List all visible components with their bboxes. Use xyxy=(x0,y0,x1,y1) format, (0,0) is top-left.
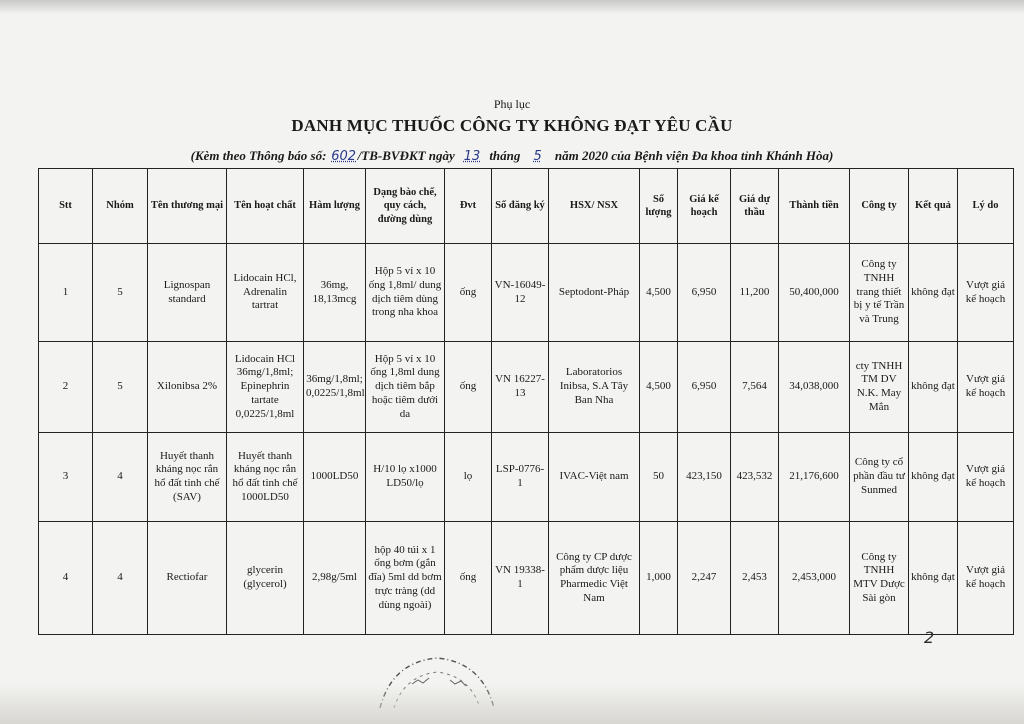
table-cell: 2,453 xyxy=(731,522,779,635)
table-cell: Rectiofar xyxy=(148,522,227,635)
table-cell: ống xyxy=(445,244,492,342)
table-cell: 2,453,000 xyxy=(779,522,850,635)
table-cell: 423,532 xyxy=(731,433,779,522)
column-header: Tên hoạt chất xyxy=(227,169,304,244)
table-cell: 2,98g/5ml xyxy=(304,522,366,635)
document-title: DANH MỤC THUỐC CÔNG TY KHÔNG ĐẠT YÊU CẦU xyxy=(291,116,733,135)
table-cell: ống xyxy=(445,522,492,635)
subtitle-prefix: (Kèm theo Thông báo số: xyxy=(190,148,327,163)
table-header-row xyxy=(39,169,1014,244)
table-cell: 423,150 xyxy=(678,433,731,522)
table-cell: 4 xyxy=(39,522,93,635)
column-header: Tên thương mại xyxy=(148,169,227,244)
table-cell: Vượt giá kế hoạch xyxy=(958,433,1014,522)
table-cell: 11,200 xyxy=(731,244,779,342)
column-header: Hàm lượng xyxy=(304,169,366,244)
table-cell: glycerin (glycerol) xyxy=(227,522,304,635)
table-cell: Vượt giá kế hoạch xyxy=(958,342,1014,433)
subtitle-mid2: tháng xyxy=(489,148,521,163)
notice-day: 13 xyxy=(463,149,481,164)
table-cell: 21,176,600 xyxy=(779,433,850,522)
column-header: Số lượng xyxy=(640,169,678,244)
column-header: Nhóm xyxy=(93,169,148,244)
table-cell: 2 xyxy=(39,342,93,433)
column-header: Giá dự thầu xyxy=(731,169,779,244)
table-cell: Huyết thanh kháng nọc rắn hổ đất tinh chế 1000LD50 xyxy=(227,433,304,522)
table-cell: Vượt giá kế hoạch xyxy=(958,522,1014,635)
table-cell: H/10 lọ x1000 LD50/lọ xyxy=(366,433,445,522)
table-cell: 50,400,000 xyxy=(779,244,850,342)
document-subtitle xyxy=(0,148,1024,164)
table-cell: Công ty TNHH trang thiết bị y tế Trần và Trung xyxy=(850,244,909,342)
table-cell: ống xyxy=(445,342,492,433)
table-cell: lọ xyxy=(445,433,492,522)
page-mark: 2 xyxy=(924,628,935,647)
table-cell: 50 xyxy=(640,433,678,522)
table-cell: 4,500 xyxy=(640,342,678,433)
table-cell: 7,564 xyxy=(731,342,779,433)
table-cell: Lidocain HCl, Adrenalin tartrat xyxy=(227,244,304,342)
table-cell: không đạt xyxy=(909,522,958,635)
table-cell: không đạt xyxy=(909,433,958,522)
subtitle-mid1: /TB-BVĐKT ngày xyxy=(357,148,455,163)
table-cell: VN 19338-1 xyxy=(492,522,549,635)
table-cell: 3 xyxy=(39,433,93,522)
table-row xyxy=(39,244,1014,342)
subtitle-suffix: năm 2020 của Bệnh viện Đa khoa tỉnh Khánh Hòa) xyxy=(554,148,834,163)
drug-table xyxy=(38,168,1014,635)
table-cell: 6,950 xyxy=(678,342,731,433)
table-cell: Xilonibsa 2% xyxy=(148,342,227,433)
column-header: Thành tiền xyxy=(779,169,850,244)
column-header: Giá kế hoạch xyxy=(678,169,731,244)
table-cell: Công ty cổ phần đầu tư Sunmed xyxy=(850,433,909,522)
column-header: HSX/ NSX xyxy=(549,169,640,244)
table-cell: không đạt xyxy=(909,342,958,433)
table-cell: Công ty CP dược phẩm dược liệu Pharmedic Việt Nam xyxy=(549,522,640,635)
table-cell: 36mg/1,8ml; 0,0225/1,8ml xyxy=(304,342,366,433)
table-cell: 1 xyxy=(39,244,93,342)
table-cell: không đạt xyxy=(909,244,958,342)
table-cell: Septodont-Pháp xyxy=(549,244,640,342)
column-header: Kết quả xyxy=(909,169,958,244)
table-cell: Lidocain HCl 36mg/1,8ml; Epinephrin tartate 0,0225/1,8ml xyxy=(227,342,304,433)
table-cell: VN-16049-12 xyxy=(492,244,549,342)
column-header: Stt xyxy=(39,169,93,244)
table-cell: 5 xyxy=(93,342,148,433)
appendix-label: Phụ lục xyxy=(493,97,531,111)
table-cell: Huyết thanh kháng nọc rắn hổ đất tinh chế (SAV) xyxy=(148,433,227,522)
table-cell: Lignospan standard xyxy=(148,244,227,342)
column-header: Số đăng ký xyxy=(492,169,549,244)
table-row xyxy=(39,342,1014,433)
table-row xyxy=(39,433,1014,522)
table-cell: Vượt giá kế hoạch xyxy=(958,244,1014,342)
scan-edge-top xyxy=(0,0,1024,14)
table-cell: 2,247 xyxy=(678,522,731,635)
column-header: Công ty xyxy=(850,169,909,244)
table-cell: cty TNHH TM DV N.K. May Mắn xyxy=(850,342,909,433)
table-cell: IVAC-Việt nam xyxy=(549,433,640,522)
table-cell: 4 xyxy=(93,433,148,522)
notice-number: 602 xyxy=(331,149,357,164)
table-cell: Công ty TNHH MTV Dược Sài gòn xyxy=(850,522,909,635)
table-cell: 5 xyxy=(93,244,148,342)
scan-edge-bottom xyxy=(0,684,1024,724)
table-cell: Hộp 5 vỉ x 10 ống 1,8ml/ dung dịch tiêm dùng trong nha khoa xyxy=(366,244,445,342)
table-cell: Hộp 5 vỉ x 10 ống 1,8ml dung dịch tiêm bắp hoặc tiêm dưới da xyxy=(366,342,445,433)
notice-month: 5 xyxy=(533,149,542,164)
table-cell: 4 xyxy=(93,522,148,635)
table-cell: 34,038,000 xyxy=(779,342,850,433)
table-cell: 36mg, 18,13mcg xyxy=(304,244,366,342)
table-row xyxy=(39,522,1014,635)
column-header: Đvt xyxy=(445,169,492,244)
table-cell: LSP-0776-1 xyxy=(492,433,549,522)
column-header: Dạng bào chế, quy cách, đường dùng xyxy=(366,169,445,244)
table-cell: hộp 40 túi x 1 ống bơm (gắn đĩa) 5ml dd bơm trực tràng (dd dùng ngoài) xyxy=(366,522,445,635)
table-cell: VN 16227-13 xyxy=(492,342,549,433)
table-cell: 1,000 xyxy=(640,522,678,635)
table-cell: 4,500 xyxy=(640,244,678,342)
column-header: Lý do xyxy=(958,169,1014,244)
table-cell: 1000LD50 xyxy=(304,433,366,522)
table-cell: 6,950 xyxy=(678,244,731,342)
table-cell: Laboratorios Inibsa, S.A Tây Ban Nha xyxy=(549,342,640,433)
